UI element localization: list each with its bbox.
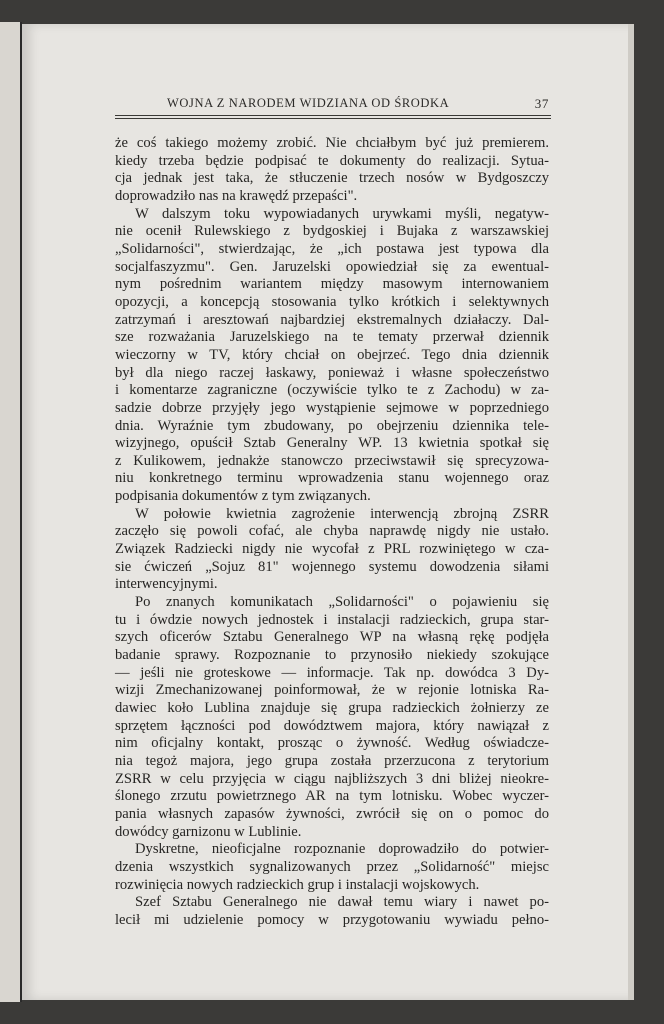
text-line: interwencyjnymi. — [115, 576, 218, 593]
running-title: WOJNA Z NARODEM WIDZIANA OD ŚRODKA — [167, 96, 450, 110]
text-line: wieczorny w TV, który chciał on obejrzeć. Tego dnia dziennik — [115, 346, 549, 363]
text-line: Po znanych komunikatach „Solidarności" o pojawieniu się — [135, 594, 549, 611]
previous-page-edge — [0, 22, 22, 1002]
text-line: szych oficerów Sztabu Generalnego WP na własną rękę podjęła — [115, 629, 549, 646]
text-line: „Solidarności", stwierdzając, że „ich postawa jest typowa dla — [115, 240, 549, 257]
text-line: Dyskretne, nieoficjalne rozpoznanie doprowadziło do potwier- — [135, 841, 549, 858]
text-line: rozwinięcia nowych radzieckich grup i instalacji wojskowych. — [115, 876, 480, 893]
text-line: opozycji, a koncepcją stosowania tylko krótkich i selektywnych — [115, 293, 549, 310]
text-line: — jeśli nie groteskowe — informacje. Tak np. dowódca 3 Dy- — [115, 664, 549, 681]
text-line: dnia. Wyraźnie tym zbudowany, po obejrzeniu dziennika tele- — [115, 417, 549, 434]
text-line: wizji Zmechanizowanej poinformował, że w rejonie lotniska Ra- — [115, 682, 549, 699]
text-line: W połowie kwietnia zagrożenie interwencją zbrojną ZSRR — [135, 505, 549, 522]
page-number: 37 — [534, 96, 549, 111]
text-line: nym pośrednim wariantem między masowym internowaniem — [115, 276, 549, 293]
book-page — [22, 24, 634, 1000]
text-line: Związek Radziecki nigdy nie wycofał z PRL rozwiniętego w cza- — [115, 541, 549, 558]
text-line: dowódcy garnizonu w Lublinie. — [115, 823, 302, 840]
text-line: wizyjnego, opuścił Sztab Generalny WP. 13 kwietnia spotkał się — [115, 435, 549, 452]
text-line: że coś takiego możemy zrobić. Nie chciałbym być już premierem. — [115, 135, 549, 151]
text-line: dzenia wszystkich sygnalizowanych przez „Solidarność" miejsc — [115, 858, 549, 875]
text-line: nie ocenił Rulewskiego z bydgoskiej i Bujaka z warszawskiej — [115, 223, 549, 240]
text-line: Szef Sztabu Generalnego nie dawał temu wiary i nawet po- — [135, 894, 549, 911]
text-line: z Kulikowem, jednakże stanowczo przeciwstawił się sprecyzowa- — [115, 452, 549, 469]
text-line: cja jednak jest taka, że stłuczenie trzech nosów w Bydgoszczy — [115, 170, 549, 187]
text-line: niu konkretnego terminu wprowadzenia stanu wojennego oraz — [115, 470, 549, 487]
running-header — [115, 96, 549, 116]
body-text — [115, 135, 549, 930]
header-rule — [115, 115, 551, 116]
text-line: nim oficjalny kontakt, prosząc o żywność. Według oświadcze- — [115, 735, 549, 752]
text-line: badanie sprawy. Rozpoznanie to przynosiło niekiedy szokujące — [115, 647, 549, 664]
header-rule — [115, 118, 551, 119]
text-line: tu i ówdzie nowych jednostek i instalacji radzieckich, grupa star- — [115, 611, 549, 628]
text-line: sprzętem łączności pod dowództwem majora, który nawiązał z — [115, 717, 549, 734]
text-line: podpisania dokumentów z tym związanych. — [115, 488, 371, 505]
text-line: zatrzymań i aresztowań najbardziej ekstremalnych działaczy. Dal- — [115, 311, 549, 328]
text-line: sie ćwiczeń „Sojuz 81" wojennego systemu dowodzenia siłami — [115, 558, 549, 575]
text-line: i komentarze zagraniczne (oczywiście tylko te z Zachodu) w za- — [115, 382, 549, 399]
text-line: ZSRR w celu przyjęcia w ciągu najbliższych 3 dni bliżej nieokre- — [115, 770, 549, 787]
text-line: W dalszym toku wypowiadanych urywkami myśli, negatyw- — [135, 205, 549, 222]
text-line: sadzie dobrze przyjęły jego wystąpienie sejmowe w poprzedniego — [115, 399, 549, 416]
text-line: ślonego zrzutu powietrznego AR na tym lotnisku. Wobec wyczer- — [115, 788, 549, 805]
text-line: pania własnych zapasów żywności, zwrócił się on o pomoc do — [115, 805, 549, 822]
text-line: nia tegoż majora, jego grupa została przerzucona z terytorium — [115, 752, 549, 769]
page-edge — [628, 24, 634, 1000]
text-line: dawiec koło Lublina znajduje się grupa radzieckich żołnierzy ze — [115, 700, 549, 716]
text-line: socjalfaszyzmu". Gen. Jaruzelski opowiedział się za ewentual- — [115, 258, 549, 275]
text-line: sze rozważania Jaruzelskiego na te tematy przerwał dziennik — [115, 329, 549, 346]
text-line: doprowadziło nas na krawędź przepaści". — [115, 187, 358, 204]
text-line: kiedy trzeba będzie podpisać te dokumenty do realizacji. Sytua- — [115, 152, 549, 169]
text-line: zaczęło się powoli cofać, ale chyba naprawdę nigdy nie ustało. — [115, 523, 549, 540]
text-line: był dla niego raczej łaskawy, ponieważ i własne społeczeństwo — [115, 364, 549, 381]
text-line: lecił mi udzielenie pomocy w przygotowaniu wywiadu pełno- — [115, 911, 549, 928]
